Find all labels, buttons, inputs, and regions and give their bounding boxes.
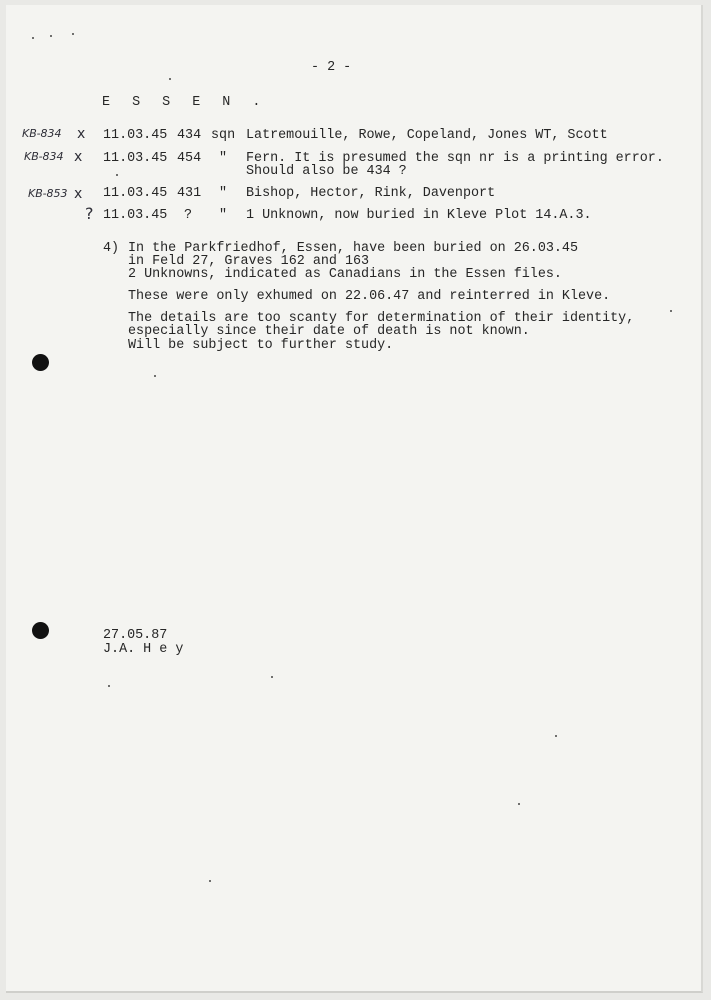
page-number: - 2 - <box>311 60 352 75</box>
punch-hole <box>32 622 49 639</box>
handwritten-question-mark: ? <box>85 204 94 223</box>
entry-text: Bishop, Hector, Rink, Davenport <box>246 186 496 201</box>
entry-text: Latremouille, Rowe, Copeland, Jones WT, Scott <box>246 128 608 143</box>
scan-speck <box>50 35 52 37</box>
scan-speck <box>209 880 211 882</box>
scan-speck <box>116 174 118 176</box>
scan-speck <box>72 33 74 35</box>
paragraph-number: 4) <box>103 241 120 256</box>
entry-sqn: 434 <box>177 128 202 143</box>
entry-unit: sqn <box>211 128 236 143</box>
entry-sqn: 431 <box>177 186 202 201</box>
entry-text: Fern. It is presumed the sqn nr is a printing error. <box>246 151 664 166</box>
entry-date: 11.03.45 <box>103 151 168 166</box>
scan-speck <box>555 735 557 737</box>
handwritten-x-mark: x <box>74 149 83 165</box>
paragraph-detail-line: Will be subject to further study. <box>128 338 394 353</box>
scan-speck <box>169 78 171 80</box>
paragraph-line: in Feld 27, Graves 162 and 163 <box>128 254 370 269</box>
entry-date: 11.03.45 <box>103 128 168 143</box>
signature-name: J.A. H e y <box>103 642 184 657</box>
document-page <box>6 5 703 993</box>
handwritten-annotation: KB-834 <box>22 127 62 140</box>
scan-speck <box>518 803 520 805</box>
entry-unit: " <box>219 208 228 223</box>
entry-text-continued: Should also be 434 ? <box>246 164 407 179</box>
scan-speck <box>271 676 273 678</box>
scan-speck <box>154 375 156 377</box>
punch-hole <box>32 354 49 371</box>
paragraph-detail-line: especially since their date of death is not known. <box>128 324 530 339</box>
scan-speck <box>32 37 34 39</box>
entry-sqn: 454 <box>177 151 202 166</box>
handwritten-annotation: KB-834 <box>24 150 64 163</box>
entry-unit: " <box>219 151 228 166</box>
handwritten-x-mark: x <box>74 186 83 202</box>
handwritten-annotation: KB-853 <box>28 187 68 200</box>
paragraph-line: In the Parkfriedhof, Essen, have been buried on 26.03.45 <box>128 241 578 256</box>
entry-unit: " <box>219 186 228 201</box>
section-title: E S S E N . <box>102 95 268 110</box>
scan-speck <box>670 310 672 312</box>
entry-sqn: ? <box>184 208 193 223</box>
entry-text: 1 Unknown, now buried in Kleve Plot 14.A.3. <box>246 208 592 223</box>
paragraph-detail-line: The details are too scanty for determination of their identity, <box>128 311 635 326</box>
entry-date: 11.03.45 <box>103 208 168 223</box>
paragraph-line-exhumed: These were only exhumed on 22.06.47 and reinterred in Kleve. <box>128 289 611 304</box>
paragraph-line: 2 Unknowns, indicated as Canadians in the Essen files. <box>128 267 562 282</box>
scan-speck <box>108 685 110 687</box>
entry-date: 11.03.45 <box>103 186 168 201</box>
signature-date: 27.05.87 <box>103 628 168 643</box>
handwritten-x-mark: x <box>77 126 86 142</box>
